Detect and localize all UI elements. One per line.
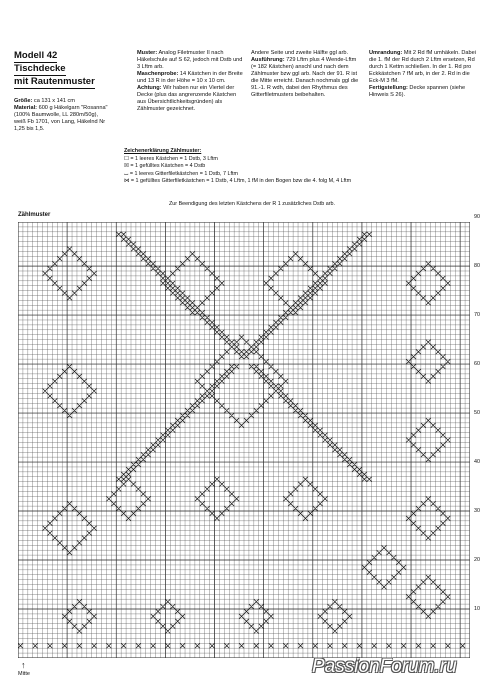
lattice-empty-icon: ⌴ [124,170,129,177]
execution-value: 729 Lftm plus 4 Wende-Lftm (= 182 Kästchen) anschl und nach dem Zählmuster bzw ggl arb. Nach der 91. R ist die Mitte erreicht. Danach nochmals ggl die 91.-1. R wdh, dabei den Rhythmus des Gitterfiletmusters beibehalten. [251,57,359,98]
material-label: Material: [14,105,38,111]
finishing-value: Decke spannen (siehe Hinweis S 26). [369,85,466,98]
row-tick-label: 10 [474,606,480,612]
row-tick-label: 50 [474,410,480,417]
title-line-2: Tischdecke [14,63,66,74]
execution-intro: Andere Seite und zweite Hälfte ggl arb. [251,50,349,56]
row-tick-label: 90 [474,214,480,221]
muster-label: Muster: [137,50,158,56]
pattern-title [14,50,95,89]
legend-item-empty: ☐ = 1 leeres Kästchen = 1 Dstb, 3 Lftm [124,155,218,162]
legend-item-lattice-filled: ⋈ = 1 gefülltes Gitterfiletkästchen = 1 Dstb, 4 Lftm, 1 fM in den Bogen bzw die 4. folg M, 4 Lftm [124,178,352,184]
finishing-label: Fertigstellung: [369,85,408,91]
material-value: 600 g Häkelgarn "Rosanna" (100% Baumwolle, LL 280m/50g), weiß Fb 1701, von Lang, Häkelnd Nr 1,25 bis 1,5. [14,105,108,132]
size-value: ca 131 x 141 cm [33,98,75,104]
title-line-1: Modell 42 [14,50,58,61]
row-tick-label: 60 [474,361,480,368]
note-line: Zur Beendigung des letzten Kästchens der R 1 zusätzliches Dstb arb. [168,201,335,207]
title-line-3: mit Rautenmuster [14,76,95,87]
legend-heading: Zeichenerklärung Zählmuster: [124,148,202,154]
row-tick-label: 80 [474,263,480,270]
row-tick-label: 20 [474,557,480,564]
gauge-value: 14 Kästchen in der Breite und 13 R in der Höhe = 10 x 10 cm. [137,71,243,84]
column-execution [251,50,359,99]
row-tick-label: 30 [474,508,480,515]
legend-item-lattice-empty: ⌴ = 1 leeres Gitterfiletkästchen = 1 Dstb, 7 Lftm [124,170,238,177]
note-value: Wir haben nur ein Viertel der Decke (plus das angrenzende Kästchen aus Übersichtlichkeitsgründen) als Zählmuster gezeichnet. [137,85,237,112]
watermark: PassionForum.ru [312,656,457,677]
note-label: Achtung: [137,85,162,91]
column-size-material [14,98,109,133]
column-border-finish [369,50,481,99]
column-pattern-gauge [137,50,245,113]
execution-label: Ausführung: [251,57,285,63]
gauge-label: Maschenprobe: [137,71,179,77]
center-label: Mitte [18,671,30,677]
filled-square-icon: ☒ [124,163,129,169]
crochet-chart [18,222,470,658]
legend [124,148,351,186]
row-tick-label: 40 [474,459,480,466]
empty-square-icon: ☐ [124,155,129,162]
muster-value: Analog Filetmuster II nach Häkelschule auf S 62, jedoch mit Dstb und 3 Lftm arb. [137,50,243,70]
border-label: Umrandung: [369,50,403,56]
row-tick-label: 70 [474,312,480,319]
legend-item-filled: ☒ = 1 gefülltes Kästchen = 4 Dstb [124,163,206,169]
up-arrow-icon: ↑ [21,660,26,670]
size-label: Größe: [14,98,33,104]
chart-label: Zählmuster [18,212,51,218]
border-value: Mit 2 Rd fM umhäkeln. Dabei die 1. fM der Rd durch 2 Lftm ersetzen, Rd durch 1 Kettm schließen. In der 1. Rd pro Eckkästchen 7 fM arb, in der 2. Rd in die Eck-M 3 fM. [369,50,476,84]
lattice-filled-icon: ⋈ [124,178,130,184]
